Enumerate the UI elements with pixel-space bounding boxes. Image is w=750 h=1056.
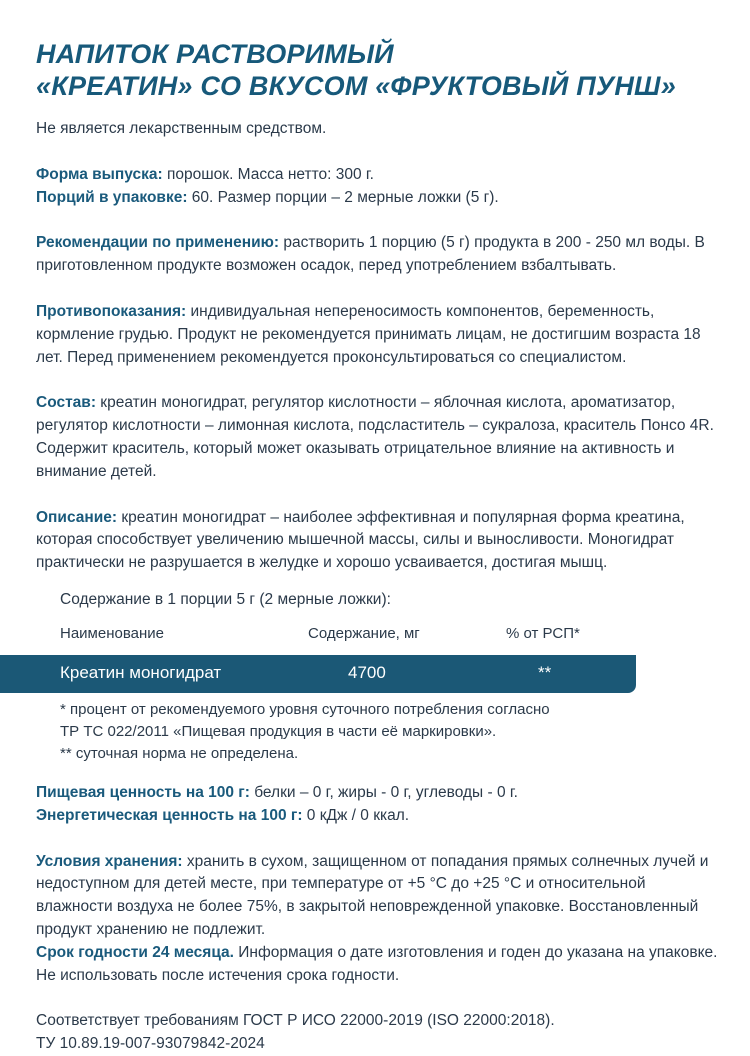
- note-1-line-1: * процент от рекомендуемого уровня суточного потребления согласно: [60, 700, 550, 718]
- portions-section: [36, 187, 726, 210]
- note-1-line-2: ТР ТС 022/2011 «Пищевая продукция в части её маркировки».: [60, 722, 497, 740]
- standard-gost: Соответствует требованиям ГОСТ Р ИСО 22000-2019 (ISO 22000:2018).: [36, 1012, 555, 1030]
- header-amount: Содержание, мг: [308, 624, 420, 642]
- usage-label: Рекомендации по применению:: [36, 234, 280, 252]
- title-line-2: «КРЕАТИН» СО ВКУСОМ «ФРУКТОВЫЙ ПУНШ»: [36, 71, 676, 101]
- row-name: Креатин моногидрат: [60, 662, 222, 682]
- storage-text: хранить в сухом, защищенном от попадания прямых солнечных лучей и недоступном для детей месте, при температуре от +5 °С до +25 °С и относительной влажности воздуха не более 75%, в закрытой неповрежденной упаковке. Восстановленный продукт хранению не подлежит.: [36, 852, 709, 938]
- composition-text: креатин моногидрат, регулятор кислотности – яблочная кислота, ароматизатор, регулятор кислотности – лимонная кислота, подсластитель – сукралоза, краситель Понсо 4R. Содержит краситель, который может оказывать отрицательное влияние на активность и внимание детей.: [36, 394, 714, 480]
- header-name: Наименование: [60, 624, 164, 642]
- content-table: [36, 589, 726, 765]
- row-rsp: **: [538, 662, 552, 682]
- description-section: [36, 507, 726, 575]
- composition-label: Состав:: [36, 394, 96, 412]
- energy-section: [36, 805, 726, 828]
- description-label: Описание:: [36, 508, 118, 526]
- contra-section: [36, 301, 726, 369]
- nutrition-section: [36, 782, 726, 805]
- composition-section: [36, 392, 726, 483]
- usage-text: растворить 1 порцию (5 г) продукта в 200 - 250 мл воды. В приготовленном продукте возможен осадок, перед употреблением взбалтывать.: [36, 234, 705, 275]
- title-line-1: НАПИТОК РАСТВОРИМЫЙ: [36, 39, 394, 69]
- shelf-life-label: Срок годности 24 месяца.: [36, 943, 234, 961]
- portions-text: 60. Размер порции – 2 мерные ложки (5 г).: [187, 188, 499, 206]
- energy-label: Энергетическая ценность на 100 г:: [36, 806, 303, 824]
- content-table-title: Содержание в 1 порции 5 г (2 мерные ложки):: [60, 590, 391, 608]
- storage-label: Условия хранения:: [36, 852, 183, 870]
- table-header: [36, 619, 726, 655]
- contra-label: Противопоказания:: [36, 302, 187, 320]
- nutrition-label: Пищевая ценность на 100 г:: [36, 783, 250, 801]
- energy-text: 0 кДж / 0 ккал.: [302, 806, 410, 824]
- description-text: креатин моногидрат – наиболее эффективная и популярная форма креатина, которая способствует увеличению мышечной массы, силы и выносливости. Моногидрат практически не разрушается в желудке и хорошо усваивается, достигая мышц.: [36, 508, 685, 572]
- note-2: ** суточная норма не определена.: [60, 744, 299, 762]
- intro-text: Не является лекарственным средством.: [36, 120, 327, 137]
- product-label: [36, 38, 726, 1056]
- form-section: [36, 164, 726, 187]
- table-notes: [60, 699, 726, 765]
- table-row: [0, 655, 636, 693]
- form-label: Форма выпуска:: [36, 165, 163, 183]
- contra-text: индивидуальная непереносимость компонентов, беременность, кормление грудью. Продукт не рекомендуется принимать лицам, не достигшим возраста 18 лет. Перед применением рекомендуется проконсультироваться со специалистом.: [36, 302, 701, 366]
- usage-section: [36, 232, 726, 278]
- nutrition-text: белки – 0 г, жиры - 0 г, углеводы - 0 г.: [249, 783, 518, 801]
- storage-section: [36, 851, 726, 942]
- standard-tu: ТУ 10.89.19-007-93079842-2024: [36, 1035, 265, 1053]
- shelf-life-section: [36, 942, 726, 988]
- form-text: порошок. Масса нетто: 300 г.: [162, 165, 374, 183]
- header-rsp: % от РСП*: [506, 624, 580, 642]
- row-amount: 4700: [348, 662, 386, 682]
- product-title: [36, 38, 726, 102]
- portions-label: Порций в упаковке:: [36, 188, 188, 206]
- shelf-life-text: Информация о дате изготовления и годен до указана на упаковке. Не использовать после истечения срока годности.: [36, 943, 718, 984]
